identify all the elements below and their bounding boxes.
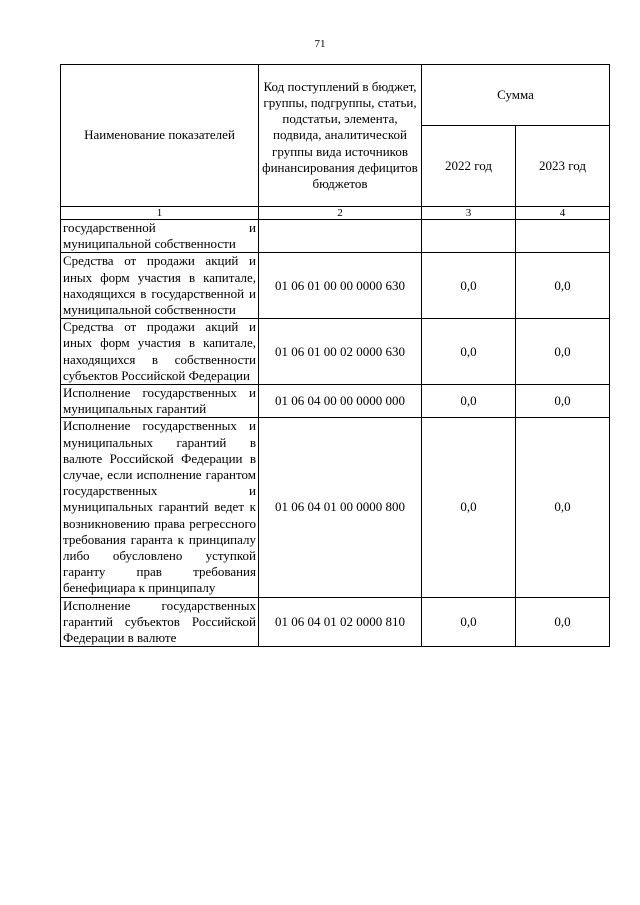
- header-year-2023: 2023 год: [516, 126, 610, 207]
- row-value-2023: 0,0: [516, 253, 610, 319]
- row-value-2022: 0,0: [422, 597, 516, 647]
- row-value-2022: 0,0: [422, 385, 516, 418]
- row-value-2023: [516, 220, 610, 253]
- row-name: Средства от продажи акций и иных форм участия в капитале, находящихся в государственной и муниципальной собственности: [61, 253, 259, 319]
- row-code: 01 06 04 00 00 0000 000: [259, 385, 422, 418]
- row-name: Исполнение государственных и муниципальных гарантий в валюте Российской Федерации в случае, если исполнение гарантом государственных и муниципальных гарантий ведет к возникновению права регрессного требования гаранта к принципалу либо обусловлено уступкой гаранту прав требования бенефициара к принципалу: [61, 418, 259, 597]
- table-row: [61, 253, 610, 319]
- header-code: Код поступлений в бюджет, группы, подгруппы, статьи, подстатьи, элемента, подвида, аналитической группы вида источников финансирования дефицитов бюджетов: [259, 65, 422, 207]
- row-value-2023: 0,0: [516, 385, 610, 418]
- table-row: [61, 385, 610, 418]
- row-name: Исполнение государственных и муниципальных гарантий: [61, 385, 259, 418]
- row-value-2022: [422, 220, 516, 253]
- column-number: 1: [61, 207, 259, 220]
- header-name: Наименование показателей: [61, 65, 259, 207]
- column-number-row: [61, 207, 610, 220]
- header-sum: Сумма: [422, 65, 610, 126]
- row-code: [259, 220, 422, 253]
- row-code: 01 06 04 01 00 0000 800: [259, 418, 422, 597]
- header-year-2022: 2022 год: [422, 126, 516, 207]
- sources-table: [60, 64, 610, 647]
- row-name: государственной и муниципальной собственности: [61, 220, 259, 253]
- header-row: [61, 65, 610, 126]
- row-value-2023: 0,0: [516, 319, 610, 385]
- row-value-2023: 0,0: [516, 597, 610, 647]
- row-name: Средства от продажи акций и иных форм участия в капитале, находящихся в собственности субъектов Российской Федерации: [61, 319, 259, 385]
- table-row: [61, 319, 610, 385]
- row-code: 01 06 01 00 00 0000 630: [259, 253, 422, 319]
- row-code: 01 06 01 00 02 0000 630: [259, 319, 422, 385]
- table-row: [61, 597, 610, 647]
- column-number: 3: [422, 207, 516, 220]
- row-value-2022: 0,0: [422, 319, 516, 385]
- row-name: Исполнение государственных гарантий субъектов Российской Федерации в валюте: [61, 597, 259, 647]
- table-row: [61, 418, 610, 597]
- column-number: 4: [516, 207, 610, 220]
- row-code: 01 06 04 01 02 0000 810: [259, 597, 422, 647]
- row-value-2022: 0,0: [422, 418, 516, 597]
- row-value-2022: 0,0: [422, 253, 516, 319]
- page-number: 71: [314, 38, 326, 50]
- column-number: 2: [259, 207, 422, 220]
- row-value-2023: 0,0: [516, 418, 610, 597]
- table-row: [61, 220, 610, 253]
